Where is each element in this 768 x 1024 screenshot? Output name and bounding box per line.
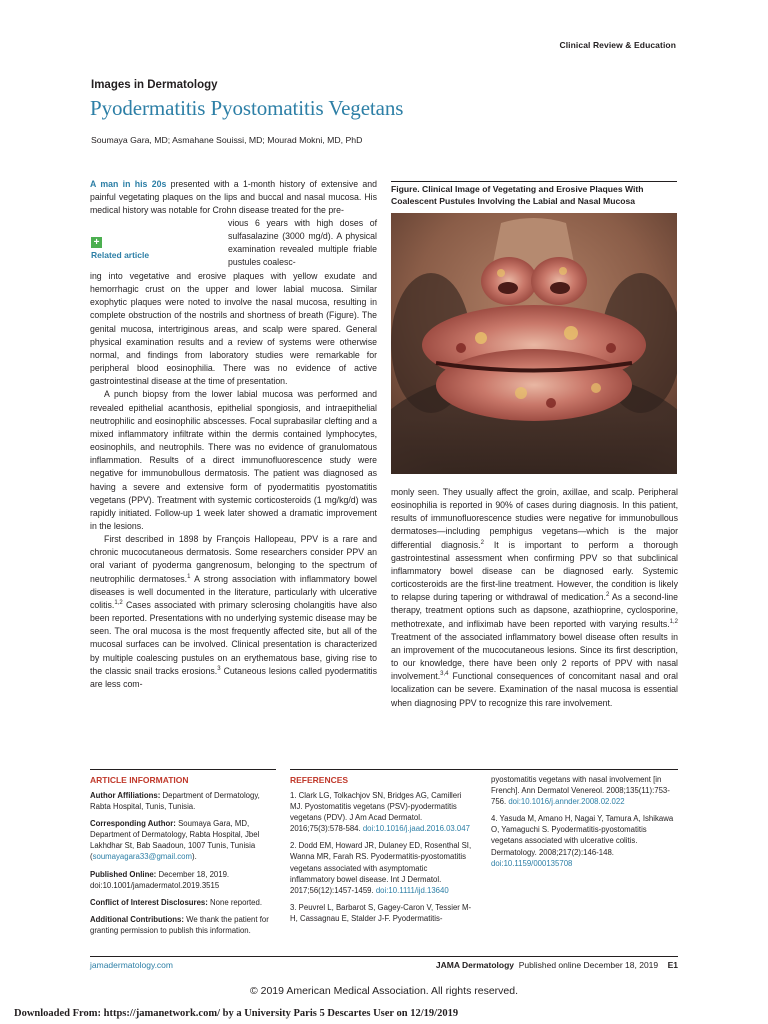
body-text-1a: presented with a 1-month history of extensive and painful vegetating plaques on the lips and buccal and nasal mucosa. His medical history was notable for Crohn disease treated for the pre- [90,179,377,216]
reference-item: 3. Peuvrel L, Barbarot S, Gagey-Caron V, Tessier M-H, Cassagnau E, Stalder J-F. Pyodermatitis- [290,902,472,923]
info-rule [90,769,276,770]
author-list: Soumaya Gara, MD; Asmahane Souissi, MD; Mourad Mokni, MD, PhD [91,135,363,145]
footer-journal-info [436,960,678,970]
lead-in: A man in his 20s [90,179,167,189]
section-label: Images in Dermatology [91,79,218,91]
references-rule [290,769,678,770]
body-paragraph-1-top [90,178,377,217]
page-number: E1 [667,960,678,970]
affiliations-label: Author Affiliations: [90,791,161,800]
article-title: Pyodermatitis Pyostomatitis Vegetans [90,96,404,120]
plus-icon[interactable]: + [91,237,102,248]
reference-item: 2. Dodd EM, Howard JR, Dulaney ED, Rosenthal SI, Wanna MR, Farah RS. Pyodermatitis-pyostomatitis vegetans associated with asymptomatic inflammatory bowel disease. Int J Dermatol. 2017;56(12):1457-1459. doi:10.1111/ijd.13640 [290,841,472,895]
body-paragraph-1-mid [228,217,377,270]
body-paragraph-2: A punch biopsy from the lower labial mucosa was performed and revealed epithelial acanthosis, epithelial spongiosis, and intraepithelial neutrophilic and eosinophilic abscesses. Focal suprabasilar clefting and a mixed inflammatory infiltrate within the dermis contained lymphocytes, eosinophils, and neutrophils. There was no evidence of granulomatous inflammation. Results of a direct immunofluorescence study were negative for immunobullous dermatosis. The patient was diagnosed as having a severe and extensive form of pyodermatitis pyostomatitis vegetans (PPV). Treatment with systemic corticosteroids (1 mg/kg/d) was rapidly initiated. Follow-up 1 week later showed a dramatic improvement in the lesions. [90,389,377,531]
footer-rule [90,956,678,957]
figure-rule [391,181,677,182]
references-col-1 [290,790,472,930]
body-column-2 [391,486,678,710]
references-col-2 [491,774,677,875]
reference-item: 4. Yasuda M, Amano H, Nagai Y, Tamura A, Ishikawa O, Yamaguchi S. Pyodermatitis-pyostomatitis vegetans associated with ulcerative colitis. Dermatology. 2008;217(2):146-148. doi:10.1159/000135708 [491,814,674,868]
email-link[interactable]: soumayagara33@gmail.com [92,852,192,862]
reference-doi-link[interactable]: doi:10.1016/j.annder.2008.02.022 [508,797,625,807]
published-label: Published Online: [90,869,157,879]
body-column-1 [90,270,377,691]
body-paragraph-4: monly seen. They usually affect the groin, axillae, and scalp. Peripheral eosinophilia is reported in 90% of cases during diagnosis. In this patient, results of immunofluorescence studies were negative for immunobullous dermatoses—including pemphigus vegetans—which is the major differential diagnosis.$^2$ It is important to perform a thorough gastrointestinal assessment when confirming PPV so that subclinical inflammatory bowel disease can be diagnosed early. Systemic corticosteroids are the first-line treatment. However, the condition is likely to relapse during tapering or withdrawal of medication.$^2$ As a second-line therapy, treatment options such as dapsone, azathioprine, cyclosporine, methotrexate, and infliximab have been reported with varying results.$^{1,2}$ Treatment of the associated inflammatory bowel disease often results in an improvement of the mucocutaneous lesions. Since its first description, to our knowledge, there have been only 2 reports of PPV with nasal involvement.$^{3,4}$ Functional consequences of concomitant nasal and oral localization can be severe. Examination of the nasal mucosa is essential when diagnosing PPV to recognize this rare involvement. [391,487,679,708]
article-info [90,790,276,942]
footer-published: Published online December 18, 2019 [518,960,659,970]
corresponding-end: ). [191,852,197,862]
article-doi[interactable]: doi:10.1001/jamadermatol.2019.3515 [90,880,220,890]
contributions-text: We thank the patient for granting permission to publish this information. [90,914,269,935]
journal-site-link[interactable]: jamadermatology.com [90,960,173,970]
download-notice: Downloaded From: https://jamanetwork.com/ by a University Paris 5 Descartes User on 12/19/2019 [14,1008,459,1019]
body-paragraph-3: First described in 1898 by François Hallopeau, PPV is a rare and chronic mucocutaneous dermatosis. Some researchers consider PPV an oral variant of pyoderma gangrenosum, belonging to the spectrum of neutrophilic dermatoses.$^1$ A strong association with inflammatory bowel diseases is well documented in the literature, particularly with ulcerative colitis.$^{1,2}$ Cases associated with primary sclerosing cholangitis have also been reported. Presentations with no underlying systemic disease may be seen. The oral mucosa is the most frequently affected site, but all of the mucosal surfaces can be involved. Clinical presentation is characterized by multiple coalescing pustules on an erythematous base, giving rise to the classic snail tracks erosions.$^3$ Cutaneous lesions called pyodermatitis are less com- [90,534,378,689]
clinical-photo [391,213,677,474]
corresponding-text: Soumaya Gara, MD, Department of Dermatology, Rabta Hospital, Jbel Lakhdhar St, Bab Saadoun, 1007 Tunis, Tunisia ( [90,819,260,862]
copyright-notice: © 2019 American Medical Association. All rights reserved. [249,985,519,997]
reference-doi-link[interactable]: doi:10.1016/j.jaad.2016.03.047 [362,824,470,834]
reference-doi-link[interactable]: doi:10.1159/000135708 [491,858,573,868]
affiliations-text: Department of Dermatology, Rabta Hospital, Tunis, Tunisia. [90,791,260,812]
body-text-1b: vious 6 years with high doses of sulfasalazine (3000 mg/d). A physical examination revealed multiple friable pustules coalesc- [228,218,377,268]
article-info-heading: ARTICLE INFORMATION [90,775,189,785]
corresponding-label: Corresponding Author: [90,819,176,829]
published-date: December 18, 2019. [156,869,230,879]
journal-name: JAMA Dermatology [435,960,514,970]
reference-item: 1. Clark LG, Tolkachjov SN, Bridges AG, Camilleri MJ. Pyostomatitis vegetans (PSV)-pyodermatitis vegetans (PDV). J Am Acad Dermatol. 2016;75(3):578-584. doi:10.1016/j.jaad.2016.03.047 [290,791,470,834]
contributions-label: Additional Contributions: [90,914,184,924]
conflict-label: Conflict of Interest Disclosures: [90,897,208,907]
figure-caption: Figure. Clinical Image of Vegetating and Erosive Plaques With Coalescent Pustules Involving the Labial and Nasal Mucosa [391,184,644,206]
reference-item [491,774,677,807]
related-article-link[interactable]: Related article [91,250,150,260]
header-section-label: Clinical Review & Education [559,40,676,50]
reference-continuation: pyostomatitis vegetans with nasal involvement [in French]. Ann Dermatol Venereol. 2008;135(11):753-756. [491,775,670,807]
references-heading: REFERENCES [290,775,349,785]
reference-doi-link[interactable]: doi:10.1111/ijd.13640 [375,885,449,895]
body-text-1c: ing into vegetative and erosive plaques with yellow exudate and hemorrhagic crust on the upper and lower labial mucosa. Similar exophytic plaques were noted to involve the nasal mucosa, resulting in complete obstruction of the nostrils and shortness of breath (Figure). The genital mucosa, intertriginous areas, and scalp were spared. General physical examination results and a review of systems were otherwise normal, and findings from laboratory studies were remarkable for peripheral blood eosinophilia. There was no evidence of active gastrointestinal disease at the time of presentation. [90,271,377,387]
conflict-text: None reported. [207,897,263,907]
